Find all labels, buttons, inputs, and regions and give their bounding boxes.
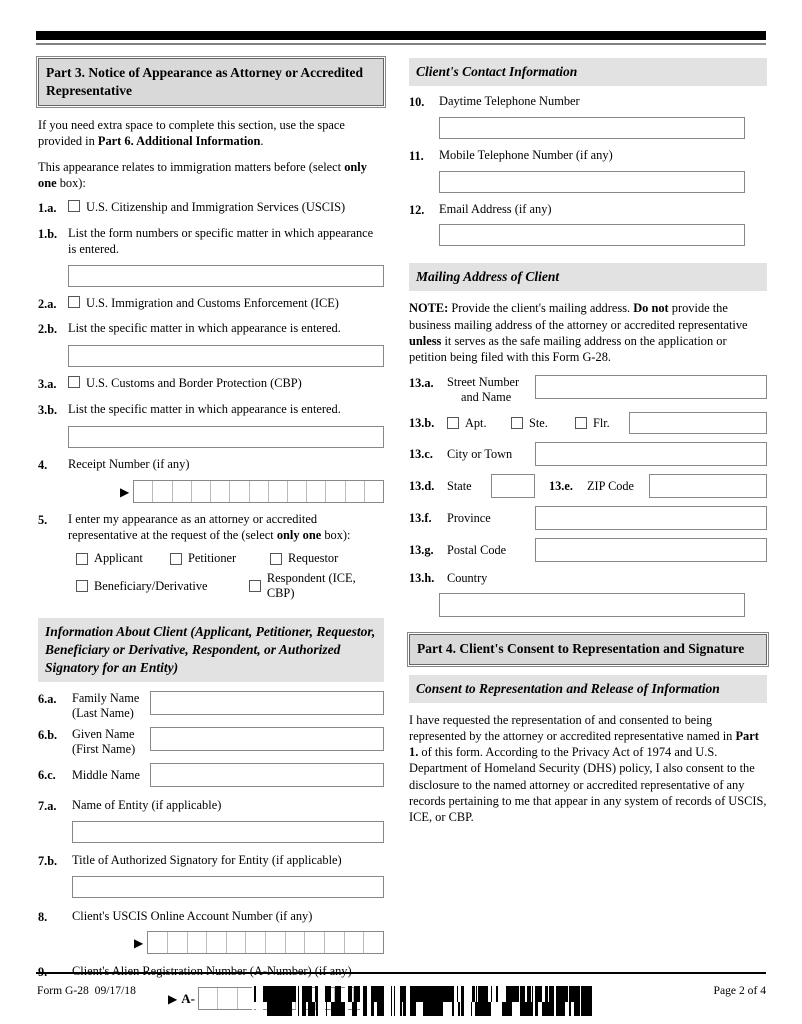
item-6b-number: 6.b. — [38, 728, 58, 743]
comb-cell[interactable] — [346, 481, 365, 502]
option-apt-label: Apt. — [465, 415, 487, 430]
comb-cell[interactable] — [246, 932, 266, 953]
item-2a-row — [38, 296, 384, 313]
option-ste-label: Ste. — [529, 415, 548, 430]
client-info-header: Information About Client (Applicant, Petitioner, Requestor, Beneficiary or Derivative, Respondent, or Authorized Signatory for an Entity) — [38, 618, 384, 682]
item-11-number: 11. — [409, 148, 424, 163]
comb-cell[interactable] — [188, 932, 208, 953]
item-13d-state-input[interactable] — [491, 474, 535, 498]
comb-cell[interactable] — [266, 932, 286, 953]
item-6c-number: 6.c. — [38, 767, 56, 782]
comb-cell[interactable] — [230, 481, 249, 502]
item-13h-number: 13.h. — [409, 571, 435, 586]
item-7a-number: 7.a. — [38, 799, 57, 814]
item-10-number: 10. — [409, 95, 425, 110]
checkbox-petitioner[interactable] — [170, 553, 182, 565]
item-3b-number: 3.b. — [38, 402, 58, 417]
item-4-number: 4. — [38, 457, 48, 472]
comb-cell[interactable] — [199, 988, 218, 1009]
item-2a-label: U.S. Immigration and Customs Enforcement (ICE) — [86, 295, 339, 310]
item-12-email-input[interactable] — [439, 224, 745, 246]
item-13f-label: Province — [447, 510, 491, 525]
arrow-icon-uscis-account: ▶ — [134, 935, 144, 950]
item-13f-number: 13.f. — [409, 510, 432, 525]
item-12-label: Email Address (if any) — [439, 201, 552, 216]
item-13b-number: 13.b. — [409, 415, 435, 430]
item-8-label: Client's USCIS Online Account Number (if any) — [72, 908, 313, 923]
item-3b-label: List the specific matter in which appearance is entered. — [68, 401, 341, 416]
item-6b-label-line1: Given Name — [72, 727, 135, 742]
checkbox-apt[interactable] — [447, 417, 459, 429]
top-black-bar — [36, 31, 766, 40]
checkbox-flr[interactable] — [575, 417, 587, 429]
checkbox-respondent[interactable] — [249, 580, 261, 592]
comb-cell[interactable] — [192, 481, 211, 502]
comb-cell[interactable] — [153, 481, 172, 502]
item-7b-signatory-title-input[interactable] — [72, 876, 384, 898]
item-1a-row — [38, 200, 384, 217]
left-column — [38, 58, 384, 1010]
a-number-prefix: A- — [181, 990, 195, 1006]
item-13e-label: ZIP Code — [587, 478, 635, 493]
item-5-number: 5. — [38, 513, 48, 528]
item-1b-input[interactable] — [68, 265, 384, 287]
checkbox-requestor[interactable] — [270, 553, 282, 565]
item-10-row — [409, 94, 767, 111]
item-6a-label-line2: (Last Name) — [72, 705, 134, 720]
comb-cell[interactable] — [365, 481, 383, 502]
footer-page-number: Page 2 of 4 — [713, 984, 766, 997]
consent-subheader: Consent to Representation and Release of Information — [409, 675, 767, 703]
comb-cell[interactable] — [345, 932, 365, 953]
item-13a-street-input[interactable] — [535, 375, 767, 399]
comb-cell[interactable] — [286, 932, 306, 953]
mailing-note: NOTE: Provide the client's mailing address. Do not provide the business mailing address of the attorney or accredited representative unless it serves as the safe mailing address on the application or petition being filed with this Form G-28. — [409, 301, 748, 365]
consent-paragraph: I have requested the representation of and consented to being represented by the attorney or accredited representative named in Part 1. of this form. According to the Privacy Act of 1974 and U.S. Department of Homeland Security (DHS) policy, I also consent to the disclosure to the named attorney or accredited representative of any records pertaining to me that appear in any system of records of USCIS, ICE, or CBP. — [409, 712, 767, 825]
checkbox-uscis[interactable] — [68, 200, 80, 212]
item-6b-given-name-input[interactable] — [150, 727, 384, 751]
item-4-label: Receipt Number (if any) — [68, 456, 190, 471]
item-3b-input[interactable] — [68, 426, 384, 448]
comb-cell[interactable] — [148, 932, 168, 953]
item-13d-number: 13.d. — [409, 478, 435, 493]
item-6a-number: 6.a. — [38, 692, 57, 707]
item-13g-label: Postal Code — [447, 542, 507, 557]
item-2b-row — [38, 321, 384, 338]
right-column — [409, 58, 767, 825]
part3-header: Part 3. Notice of Appearance as Attorney or Accredited Representative — [38, 58, 384, 106]
comb-cell[interactable] — [326, 481, 345, 502]
item-13b-unit-input[interactable] — [629, 412, 767, 434]
item-11-row — [409, 148, 767, 165]
item-12-number: 12. — [409, 202, 425, 217]
item-13c-city-input[interactable] — [535, 442, 767, 466]
item-6b-label-line2: (First Name) — [72, 741, 136, 756]
item-2b-label: List the specific matter in which appearance is entered. — [68, 321, 341, 336]
item-3b-row — [38, 402, 384, 419]
comb-cell[interactable] — [134, 481, 153, 502]
checkbox-ice[interactable] — [68, 296, 80, 308]
item-13c-number: 13.c. — [409, 446, 433, 461]
item-11-label: Mobile Telephone Number (if any) — [439, 147, 613, 162]
checkbox-ste[interactable] — [511, 417, 523, 429]
item-2a-number: 2.a. — [38, 296, 57, 311]
item-1a-number: 1.a. — [38, 201, 57, 216]
comb-cell[interactable] — [227, 932, 247, 953]
item-4-receipt-number-comb[interactable] — [133, 480, 384, 503]
item-10-daytime-phone-input[interactable] — [439, 117, 745, 139]
item-8-uscis-account-comb[interactable] — [147, 931, 384, 954]
item-1a-label: U.S. Citizenship and Immigration Services (USCIS) — [86, 200, 346, 215]
item-1b-label: List the form numbers or specific matter in which appearance is entered. — [68, 225, 374, 256]
top-gray-rule — [36, 43, 766, 45]
comb-cell[interactable] — [269, 481, 288, 502]
part3-intro-extra-space: If you need extra space to complete this section, use the space provided in Part 6. Additional Information. — [38, 118, 345, 149]
item-11-mobile-phone-input[interactable] — [439, 171, 745, 193]
item-5-label: I enter my appearance as an attorney or accredited representative at the request of the (select only one box): — [68, 512, 351, 543]
comb-cell[interactable] — [325, 932, 345, 953]
checkbox-cbp[interactable] — [68, 376, 80, 388]
comb-cell[interactable] — [250, 481, 269, 502]
item-3a-number: 3.a. — [38, 377, 57, 392]
item-7b-label: Title of Authorized Signatory for Entity (if applicable) — [72, 852, 342, 867]
comb-cell[interactable] — [288, 481, 307, 502]
item-10-label: Daytime Telephone Number — [439, 94, 580, 109]
item-7b-number: 7.b. — [38, 853, 58, 868]
part4-header: Part 4. Client's Consent to Representation and Signature — [409, 634, 767, 665]
item-13g-number: 13.g. — [409, 542, 434, 557]
option-flr-label: Flr. — [593, 415, 610, 430]
item-13a-number: 13.a. — [409, 376, 434, 391]
item-12-row — [409, 202, 767, 219]
contact-info-header: Client's Contact Information — [409, 58, 767, 86]
item-13g-postal-code-input[interactable] — [535, 538, 767, 562]
checkbox-applicant[interactable] — [76, 553, 88, 565]
item-13a-label-line1: Street Number — [447, 375, 520, 390]
item-13a-label-line2: and Name — [461, 389, 512, 404]
item-6c-middle-name-input[interactable] — [150, 763, 384, 787]
option-beneficiary-label: Beneficiary/Derivative — [94, 578, 208, 593]
part3-intro-select-one: This appearance relates to immigration matters before (select only one box): — [38, 159, 367, 190]
item-3a-row — [38, 376, 384, 393]
comb-cell[interactable] — [168, 932, 188, 953]
option-respondent-label: Respondent (ICE, CBP) — [266, 571, 356, 600]
item-13e-number: 13.e. — [549, 478, 573, 493]
item-8-row — [38, 909, 384, 926]
option-requestor-label: Requestor — [288, 551, 339, 565]
item-13h-country-input[interactable] — [439, 593, 745, 617]
comb-cell[interactable] — [218, 988, 237, 1009]
item-7a-entity-name-input[interactable] — [72, 821, 384, 843]
barcode — [252, 986, 592, 1016]
item-7b-row — [38, 853, 384, 870]
item-6a-label-line1: Family Name — [72, 691, 140, 706]
checkbox-beneficiary-derivative[interactable] — [76, 580, 88, 592]
arrow-icon-a-number: ▶ — [168, 991, 178, 1006]
footer-form-id: Form G-28 09/17/18 — [37, 984, 136, 997]
comb-cell[interactable] — [173, 481, 192, 502]
item-6c-label: Middle Name — [72, 767, 140, 782]
option-petitioner-label: Petitioner — [188, 551, 237, 565]
item-2b-input[interactable] — [68, 345, 384, 367]
item-3a-label: U.S. Customs and Border Protection (CBP) — [86, 376, 302, 391]
item-2b-number: 2.b. — [38, 322, 58, 337]
mailing-address-header: Mailing Address of Client — [409, 263, 767, 291]
item-13c-label: City or Town — [447, 446, 513, 461]
item-8-number: 8. — [38, 909, 48, 924]
item-13e-zip-input[interactable] — [649, 474, 767, 498]
footer-rule — [36, 972, 766, 974]
item-1b-number: 1.b. — [38, 226, 58, 241]
comb-cell[interactable] — [207, 932, 227, 953]
item-5-row — [38, 512, 384, 544]
item-1b-row — [38, 226, 384, 258]
arrow-icon-receipt: ▶ — [120, 484, 130, 499]
comb-cell[interactable] — [364, 932, 383, 953]
item-4-row — [38, 457, 384, 474]
item-7a-label: Name of Entity (if applicable) — [72, 798, 222, 813]
item-13d-label: State — [447, 478, 472, 493]
item-13h-label: Country — [447, 571, 488, 586]
comb-cell[interactable] — [307, 481, 326, 502]
comb-cell[interactable] — [305, 932, 325, 953]
option-applicant-label: Applicant — [94, 551, 143, 565]
comb-cell[interactable] — [211, 481, 230, 502]
item-7a-row — [38, 798, 384, 815]
item-6a-family-name-input[interactable] — [150, 691, 384, 715]
item-13f-province-input[interactable] — [535, 506, 767, 530]
